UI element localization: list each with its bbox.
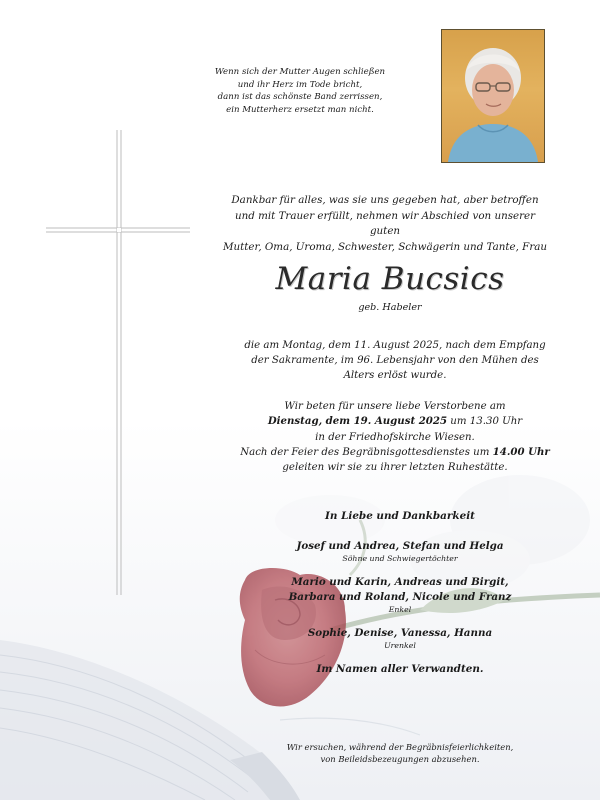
mourner-relation: Urenkel (384, 641, 416, 650)
intro-text (220, 193, 550, 255)
funeral-time: um 13.30 Uhr (447, 416, 523, 428)
intro-line: Dankbar für alles, was sie uns gegeben hat, aber betroffen (231, 194, 539, 206)
funeral-date-line (230, 414, 560, 429)
mourner-group-sons (250, 539, 550, 564)
intro-line: Mutter, Oma, Uroma, Schwester, Schwägerin und Tante, Frau (222, 240, 548, 253)
deceased-name: Maria Bucsics (275, 261, 505, 297)
death-notice-line: Alters erlöst wurde. (343, 370, 447, 381)
mourners-section (250, 509, 550, 676)
birth-name: geb. Habeler (358, 302, 422, 313)
funeral-details (230, 399, 560, 475)
funeral-date: Dienstag, dem 19. August 2025 (267, 415, 448, 428)
memorial-poem (200, 66, 400, 116)
mourner-group-grandchildren (250, 575, 550, 615)
burial-time-text: Nach der Feier des Begräbnisgottesdienstes um (240, 446, 493, 458)
poem-line: Wenn sich der Mutter Augen schließen (214, 67, 386, 77)
request-line: Wir ersuchen, während der Begräbnisfeierlichkeiten, (286, 742, 514, 752)
poem-line: ein Mutterherz ersetzt man nicht. (226, 104, 374, 115)
burial-time: 14.00 Uhr (492, 445, 550, 458)
poem-line: dann ist das schönste Band zerrissen, (217, 92, 383, 103)
mourner-names: Mario und Karin, Andreas und Birgit, (291, 576, 509, 588)
funeral-line: Wir beten für unsere liebe Verstorbene am (284, 401, 506, 412)
poem-line: und ihr Herz im Tode bricht, (237, 79, 363, 90)
death-notice (235, 338, 555, 383)
condolence-request (255, 741, 545, 765)
funeral-line: geleiten wir sie zu ihrer letzten Ruhestätte. (282, 462, 508, 474)
death-notice-line: die am Montag, dem 11. August 2025, nach dem Empfang (244, 340, 546, 351)
mourners-heading: In Liebe und Dankbarkeit (325, 510, 475, 522)
mourner-relation: Enkel (388, 605, 412, 614)
intro-line: und mit Trauer erfüllt, nehmen wir Abschied von unserer guten (234, 209, 536, 237)
death-notice-line: der Sakramente, im 96. Lebensjahr von den Mühen des (251, 355, 539, 366)
mourner-names: Barbara und Roland, Nicole und Franz (288, 591, 512, 603)
burial-time-line (230, 445, 560, 460)
funeral-location: in der Friedhofskirche Wiesen. (315, 431, 475, 443)
mourners-closing: Im Namen aller Verwandten. (316, 663, 484, 675)
mourner-group-great-grandchildren (250, 626, 550, 651)
request-line: von Beileidsbezeugungen abzusehen. (320, 754, 480, 764)
mourner-names: Josef und Andrea, Stefan und Helga (296, 540, 504, 552)
mourner-names: Sophie, Denise, Vanessa, Hanna (307, 627, 493, 639)
portrait-photo (441, 29, 545, 163)
mourner-relation: Söhne und Schwiegertöchter (342, 554, 458, 563)
